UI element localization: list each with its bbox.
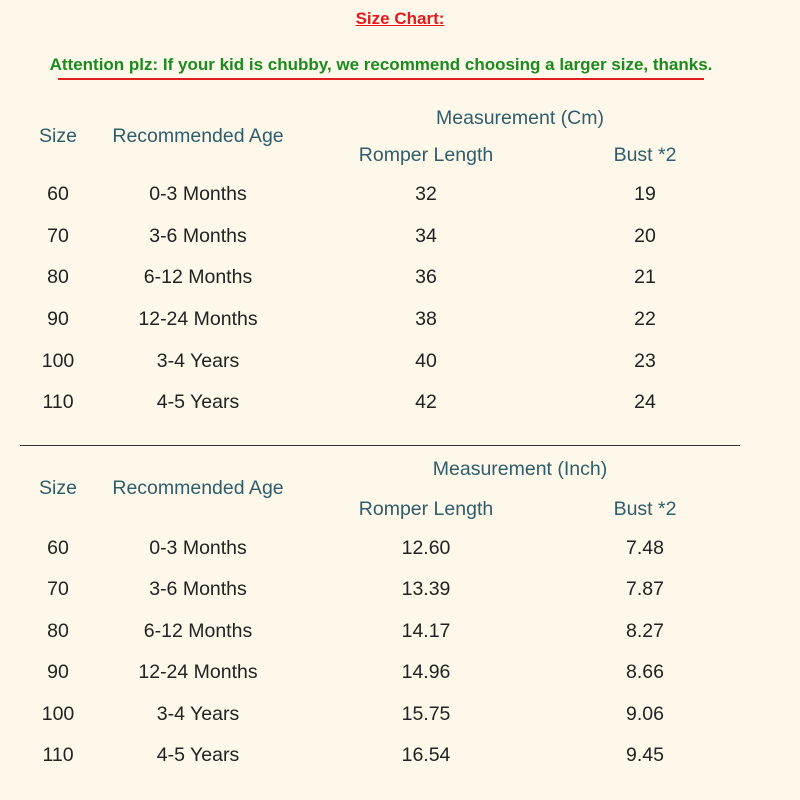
size-cell: 60 [47,183,69,205]
age-header: Recommended Age [112,125,284,147]
length-cell: 40 [415,350,437,372]
size-cell: 80 [47,266,69,288]
size-cell: 80 [47,620,69,642]
size-cell: 90 [47,661,69,683]
length-cell: 14.17 [401,620,451,642]
bust-cell: 7.48 [626,537,664,559]
bust-cell: 9.06 [626,703,664,725]
age-cell: 6-12 Months [143,620,253,642]
age-cell: 4-5 Years [156,391,240,413]
length-cell: 16.54 [401,744,451,766]
length-cell: 32 [415,183,437,205]
size-cell: 100 [41,350,75,372]
romper-length-header: Romper Length [358,498,494,520]
bust-cell: 19 [634,183,656,205]
size-cell: 90 [47,308,69,330]
romper-length-header: Romper Length [358,144,494,166]
size-cell: 110 [42,391,74,413]
bust-cell: 9.45 [626,744,664,766]
bust-cell: 22 [634,308,656,330]
length-cell: 12.60 [401,537,451,559]
size-cell: 110 [42,744,74,766]
measurement-header: Measurement (Cm) [436,107,604,129]
length-cell: 38 [415,308,437,330]
length-cell: 14.96 [401,661,451,683]
size-header: Size [39,477,77,499]
length-cell: 42 [415,391,437,413]
chubby-kid-notice: Attention plz: If your kid is chubby, we recommend choosing a larger size, thanks. [49,55,713,74]
length-cell: 36 [415,266,437,288]
bust-cell: 24 [634,391,656,413]
age-cell: 12-24 Months [138,661,258,683]
size-header: Size [39,125,77,147]
bust-cell: 7.87 [626,578,664,600]
age-cell: 0-3 Months [149,537,247,559]
age-cell: 3-6 Months [149,225,247,247]
age-cell: 6-12 Months [143,266,253,288]
age-cell: 3-4 Years [156,703,240,725]
length-cell: 13.39 [401,578,451,600]
length-cell: 15.75 [401,703,451,725]
age-cell: 0-3 Months [149,183,247,205]
bust-cell: 21 [634,266,656,288]
bust-cell: 8.66 [626,661,664,683]
bust-header: Bust *2 [613,498,677,520]
age-header: Recommended Age [112,477,284,499]
size-chart-title: Size Chart: [355,9,445,28]
age-cell: 4-5 Years [156,744,240,766]
measurement-header: Measurement (Inch) [432,458,608,480]
age-cell: 12-24 Months [138,308,258,330]
bust-cell: 8.27 [626,620,664,642]
size-cell: 100 [41,703,75,725]
length-cell: 34 [415,225,437,247]
size-cell: 70 [47,578,69,600]
size-cell: 70 [47,225,69,247]
age-cell: 3-6 Months [149,578,247,600]
bust-cell: 23 [634,350,656,372]
bust-header: Bust *2 [613,144,677,166]
age-cell: 3-4 Years [156,350,240,372]
bust-cell: 20 [634,225,656,247]
size-cell: 60 [47,537,69,559]
